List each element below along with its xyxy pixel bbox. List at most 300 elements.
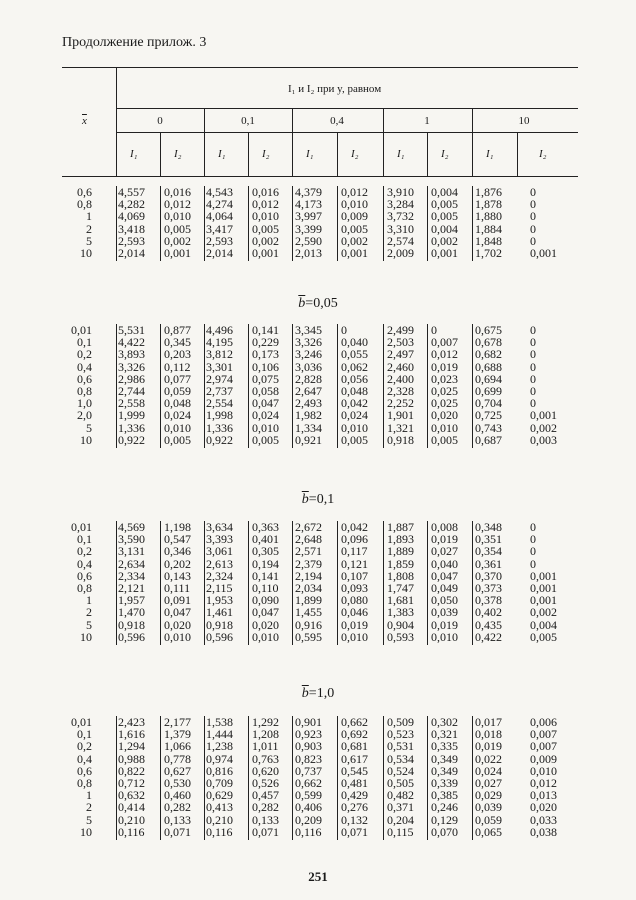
table-cell: 0,681	[341, 739, 368, 754]
table-cell: 0,047	[252, 396, 279, 411]
row-x-value: 0,1	[77, 532, 92, 547]
table-cell: 0,010	[341, 197, 368, 212]
table-cell: 0,918	[206, 617, 233, 632]
header-i1-label: I₁	[486, 148, 494, 160]
table-cell: 0,704	[475, 396, 502, 411]
table-cell: 4,069	[118, 209, 145, 224]
table-cell: 1,887	[387, 520, 414, 534]
table-cell: 0,682	[475, 347, 502, 362]
header-y-value: 10	[518, 115, 530, 127]
table-cell: 3,393	[206, 532, 233, 547]
table-cell: 2,647	[295, 384, 322, 398]
row-x-value: 0,6	[77, 185, 92, 199]
table-cell: 0,371	[387, 800, 414, 815]
table-cell: 1,198	[164, 520, 191, 534]
table-cell: 0,001	[530, 408, 557, 423]
table-cell: 3,036	[295, 359, 322, 374]
header-mid-rule	[116, 108, 578, 109]
column-divider	[472, 521, 473, 645]
table-cell: 1,461	[206, 605, 233, 620]
table-cell: 1,681	[387, 593, 414, 608]
table-cell: 0,010	[341, 629, 368, 644]
table-cell: 0,282	[252, 800, 279, 815]
table-cell: 0,012	[530, 776, 557, 790]
table-cell: 0,547	[164, 532, 191, 547]
table-cell: 0,687	[475, 432, 502, 447]
table-cell: 0,923	[295, 727, 322, 742]
row-x-value: 5	[86, 420, 92, 435]
table-cell: 2,593	[206, 233, 233, 248]
table-cell: 0,112	[164, 359, 191, 374]
table-cell: 0	[530, 335, 536, 350]
table-cell: 1,998	[206, 408, 233, 423]
table-cell: 1,889	[387, 544, 414, 559]
table-cell: 2,737	[206, 384, 233, 398]
table-cell: 2,009	[387, 246, 414, 260]
header-sub-divider-5	[517, 132, 518, 176]
table-cell: 0,823	[295, 751, 322, 766]
table-cell: 0,901	[295, 715, 322, 729]
table-cell: 0	[341, 323, 347, 337]
section-title-value: =0,1	[308, 492, 335, 507]
table-cell: 1,011	[252, 739, 279, 754]
column-divider	[383, 521, 384, 645]
table-cell: 0,349	[431, 763, 458, 778]
table-cell: 0,006	[530, 715, 557, 729]
table-cell: 0,020	[252, 617, 279, 632]
table-cell: 1,876	[475, 185, 502, 199]
row-x-value: 1,0	[77, 396, 92, 411]
table-cell: 0,048	[164, 396, 191, 411]
table-cell: 0,918	[118, 617, 145, 632]
table-cell: 0,020	[431, 408, 458, 423]
table-cell: 0	[530, 384, 536, 398]
table-cell: 0,001	[530, 246, 557, 260]
table-cell: 0,040	[431, 556, 458, 571]
section-title-value: =0,05	[305, 296, 338, 311]
table-cell: 0,024	[475, 763, 502, 778]
table-cell: 0,363	[252, 520, 279, 534]
table-cell: 1,292	[252, 715, 279, 729]
table-cell: 2,986	[118, 371, 145, 386]
table-cell: 0,816	[206, 763, 233, 778]
table-cell: 0,022	[475, 751, 502, 766]
table-cell: 0,282	[164, 800, 191, 815]
table-cell: 0,116	[295, 824, 322, 839]
table-cell: 0,024	[252, 408, 279, 423]
table-cell: 0,370	[475, 568, 502, 583]
table-cell: 0,107	[341, 568, 368, 583]
column-divider	[472, 186, 473, 261]
table-cell: 0,402	[475, 605, 502, 620]
table-cell: 3,893	[118, 347, 145, 362]
table-cell: 0	[530, 544, 536, 559]
row-x-value: 2	[86, 800, 92, 815]
table-cell: 4,173	[295, 197, 322, 212]
table-cell: 0	[530, 209, 536, 224]
table-cell: 0,678	[475, 335, 502, 350]
column-divider	[337, 186, 338, 261]
table-cell: 0	[530, 359, 536, 374]
table-cell: 0,055	[341, 347, 368, 362]
header-i1-label: I₁	[306, 148, 314, 160]
table-cell: 0,001	[530, 593, 557, 608]
table-cell: 0,531	[387, 739, 414, 754]
header-sub-divider-2	[248, 132, 249, 176]
table-cell: 0	[530, 520, 536, 534]
table-cell: 0,096	[341, 532, 368, 547]
table-cell: 0,712	[118, 776, 145, 790]
table-cell: 0,042	[341, 520, 368, 534]
column-divider	[160, 186, 161, 261]
table-cell: 4,569	[118, 520, 145, 534]
table-cell: 0	[530, 347, 536, 362]
section-title	[0, 686, 636, 702]
table-cell: 3,301	[206, 359, 233, 374]
table-cell: 3,732	[387, 209, 414, 224]
table-cell: 0,005	[530, 629, 557, 644]
table-cell: 0,071	[252, 824, 279, 839]
table-cell: 0,406	[295, 800, 322, 815]
header-i2-label: I₂	[441, 148, 449, 160]
table-cell: 0,025	[431, 396, 458, 411]
table-cell: 0,018	[475, 727, 502, 742]
table-cell: 2,493	[295, 396, 322, 411]
table-cell: 0,422	[475, 629, 502, 644]
table-cell: 0,046	[341, 605, 368, 620]
row-x-value: 0,8	[77, 581, 92, 595]
table-cell: 0,019	[341, 617, 368, 632]
column-divider	[427, 521, 428, 645]
table-cell: 2,194	[295, 568, 322, 583]
header-sub-divider-4	[427, 132, 428, 176]
table-cell: 3,326	[295, 335, 322, 350]
table-cell: 1,899	[295, 593, 322, 608]
table-cell: 1,747	[387, 581, 414, 595]
column-divider	[204, 186, 205, 261]
table-cell: 0,065	[475, 824, 502, 839]
column-divider	[204, 716, 205, 840]
table-cell: 0,039	[475, 800, 502, 815]
table-cell: 0,005	[431, 209, 458, 224]
table-cell: 0,071	[341, 824, 368, 839]
table-cell: 0,974	[206, 751, 233, 766]
table-cell: 0,116	[206, 824, 233, 839]
table-cell: 0,482	[387, 788, 414, 803]
table-cell: 0,545	[341, 763, 368, 778]
table-cell: 0,004	[431, 185, 458, 199]
row-x-value: 1	[86, 788, 92, 803]
page-caption: Продолжение прилож. 3	[62, 35, 207, 50]
column-divider	[116, 324, 117, 448]
row-x-value: 0,6	[77, 763, 92, 778]
column-divider	[337, 716, 338, 840]
table-cell: 0,627	[164, 763, 191, 778]
table-cell: 0	[530, 323, 536, 337]
table-cell: 0,010	[431, 420, 458, 435]
table-cell: 1,808	[387, 568, 414, 583]
table-cell: 3,997	[295, 209, 322, 224]
column-divider	[248, 716, 249, 840]
table-cell: 1,616	[118, 727, 145, 742]
table-cell: 0,005	[252, 221, 279, 236]
table-cell: 0	[530, 233, 536, 248]
table-cell: 2,334	[118, 568, 145, 583]
section-title-value: =1,0	[308, 686, 335, 701]
column-divider	[160, 324, 161, 448]
table-cell: 0,918	[387, 432, 414, 447]
column-divider	[248, 324, 249, 448]
header-i2-label: I₂	[174, 148, 182, 160]
table-cell: 2,499	[387, 323, 414, 337]
table-cell: 0	[530, 197, 536, 212]
table-cell: 4,379	[295, 185, 322, 199]
table-cell: 0,460	[164, 788, 191, 803]
table-cell: 0,033	[530, 812, 557, 827]
table-cell: 0,001	[530, 568, 557, 583]
table-cell: 1,982	[295, 408, 322, 423]
table-cell: 0,005	[164, 432, 191, 447]
column-divider	[248, 186, 249, 261]
header-x-divider	[116, 67, 117, 176]
table-cell: 0,090	[252, 593, 279, 608]
table-cell: 0,002	[530, 605, 557, 620]
table-cell: 0,047	[164, 605, 191, 620]
table-cell: 0,339	[431, 776, 458, 790]
table-cell: 0,005	[431, 197, 458, 212]
table-cell: 2,115	[206, 581, 233, 595]
table-cell: 0,133	[164, 812, 191, 827]
table-cell: 0,008	[431, 520, 458, 534]
header-col-divider-2	[292, 108, 293, 176]
table-cell: 3,131	[118, 544, 145, 559]
row-x-value: 0,01	[71, 715, 92, 729]
b-symbol: $\overline{b}$	[301, 492, 309, 507]
table-cell: 0,141	[252, 568, 279, 583]
table-cell: 0,010	[252, 209, 279, 224]
header-col-divider-4	[472, 108, 473, 176]
table-cell: 4,282	[118, 197, 145, 212]
table-cell: 4,422	[118, 335, 145, 350]
column-divider	[427, 324, 428, 448]
table-cell: 0,019	[431, 359, 458, 374]
table-cell: 3,246	[295, 347, 322, 362]
table-cell: 0,429	[341, 788, 368, 803]
table-cell: 0,629	[206, 788, 233, 803]
row-x-value: 0,1	[77, 727, 92, 742]
table-cell: 2,014	[118, 246, 145, 260]
table-cell: 0,110	[252, 581, 279, 595]
table-cell: 0,593	[387, 629, 414, 644]
table-cell: 4,496	[206, 323, 233, 337]
table-cell: 1,334	[295, 420, 322, 435]
column-divider	[292, 186, 293, 261]
table-cell: 0,596	[118, 629, 145, 644]
table-cell: 0,040	[341, 335, 368, 350]
table-cell: 0,071	[164, 824, 191, 839]
table-cell: 0,116	[118, 824, 145, 839]
table-cell: 0,204	[387, 812, 414, 827]
table-cell: 0,019	[431, 532, 458, 547]
table-cell: 0,345	[164, 335, 191, 350]
table-cell: 0,004	[530, 617, 557, 632]
table-cell: 1,383	[387, 605, 414, 620]
table-cell: 0,019	[431, 617, 458, 632]
table-cell: 0,302	[431, 715, 458, 729]
row-x-value: 5	[86, 812, 92, 827]
table-cell: 1,702	[475, 246, 502, 260]
table-cell: 0,029	[475, 788, 502, 803]
column-divider	[383, 324, 384, 448]
table-cell: 0,694	[475, 371, 502, 386]
table-cell: 0,916	[295, 617, 322, 632]
row-x-value: 0,4	[77, 751, 92, 766]
table-cell: 3,417	[206, 221, 233, 236]
table-cell: 0,481	[341, 776, 368, 790]
column-divider	[427, 186, 428, 261]
table-cell: 1,953	[206, 593, 233, 608]
table-cell: 2,558	[118, 396, 145, 411]
table-cell: 0,596	[206, 629, 233, 644]
table-cell: 0,075	[252, 371, 279, 386]
section-title	[0, 296, 636, 312]
page-number: 251	[308, 869, 328, 884]
row-x-value: 0,8	[77, 776, 92, 790]
table-cell: 0,049	[431, 581, 458, 595]
table-cell: 2,634	[118, 556, 145, 571]
column-divider	[337, 324, 338, 448]
table-cell: 0	[530, 556, 536, 571]
table-cell: 0,457	[252, 788, 279, 803]
table-cell: 0,020	[530, 800, 557, 815]
table-cell: 0,620	[252, 763, 279, 778]
table-cell: 0,595	[295, 629, 322, 644]
table-cell: 1,848	[475, 233, 502, 248]
table-cell: 0,091	[164, 593, 191, 608]
table-cell: 0,877	[164, 323, 191, 337]
table-cell: 0,062	[341, 359, 368, 374]
table-cell: 0,005	[341, 432, 368, 447]
table-cell: 0,763	[252, 751, 279, 766]
table-cell: 0,922	[206, 432, 233, 447]
column-divider	[292, 521, 293, 645]
table-cell: 2,460	[387, 359, 414, 374]
table-cell: 0,141	[252, 323, 279, 337]
table-cell: 1,538	[206, 715, 233, 729]
table-cell: 0,001	[530, 581, 557, 595]
table-cell: 0,778	[164, 751, 191, 766]
table-cell: 4,557	[118, 185, 145, 199]
table-cell: 1,884	[475, 221, 502, 236]
table-cell: 0,115	[387, 824, 414, 839]
table-cell: 0	[530, 532, 536, 547]
header-group-label: I₁ и I₂ при y, равном	[288, 83, 382, 95]
table-cell: 0,526	[252, 776, 279, 790]
table-cell: 2,379	[295, 556, 322, 571]
table-cell: 0,737	[295, 763, 322, 778]
table-cell: 0,047	[431, 568, 458, 583]
table-cell: 0,246	[431, 800, 458, 815]
table-cell: 0,351	[475, 532, 502, 547]
header-i1-label: I₁	[397, 148, 405, 160]
header-y-value: 1	[424, 115, 430, 127]
table-cell: 3,590	[118, 532, 145, 547]
table-cell: 3,326	[118, 359, 145, 374]
table-cell: 0,743	[475, 420, 502, 435]
table-cell: 2,974	[206, 371, 233, 386]
table-cell: 0,010	[252, 420, 279, 435]
table-cell: 0,373	[475, 581, 502, 595]
table-cell: 1,470	[118, 605, 145, 620]
table-cell: 2,672	[295, 520, 322, 534]
row-x-value: 2,0	[77, 408, 92, 423]
table-cell: 0,675	[475, 323, 502, 337]
row-x-value: 2	[86, 605, 92, 620]
b-symbol: $\overline{b}$	[301, 686, 309, 701]
table-cell: 0,321	[431, 727, 458, 742]
table-cell: 0,059	[164, 384, 191, 398]
table-cell: 1,893	[387, 532, 414, 547]
b-symbol: $\overline{b}$	[298, 296, 306, 311]
table-cell: 3,284	[387, 197, 414, 212]
table-cell: 2,014	[206, 246, 233, 260]
column-divider	[160, 521, 161, 645]
table-cell: 0,007	[530, 727, 557, 742]
table-cell: 0,132	[341, 812, 368, 827]
table-cell: 0,688	[475, 359, 502, 374]
table-cell: 0,013	[530, 788, 557, 803]
row-x-value: 0,6	[77, 371, 92, 386]
row-x-value: 1	[86, 593, 92, 608]
table-cell: 2,593	[118, 233, 145, 248]
table-cell: 1,066	[164, 739, 191, 754]
table-cell: 0,027	[431, 544, 458, 559]
table-cell: 0,059	[475, 812, 502, 827]
table-cell: 0,121	[341, 556, 368, 571]
table-cell: 0,048	[341, 384, 368, 398]
row-x-value: 0,2	[77, 739, 92, 754]
row-x-value: 0,01	[71, 520, 92, 534]
table-cell: 0,346	[164, 544, 191, 559]
table-cell: 0,106	[252, 359, 279, 374]
table-cell: 2,013	[295, 246, 322, 260]
table-cell: 2,613	[206, 556, 233, 571]
table-cell: 0,276	[341, 800, 368, 815]
table-cell: 2,328	[387, 384, 414, 398]
table-cell: 0	[530, 221, 536, 236]
table-cell: 0,662	[295, 776, 322, 790]
header-x-label: $\overline{x}$	[82, 115, 87, 127]
section-title	[0, 492, 636, 508]
table-cell: 4,543	[206, 185, 233, 199]
table-cell: 0,524	[387, 763, 414, 778]
table-cell: 0,020	[164, 617, 191, 632]
table-cell: 0,385	[431, 788, 458, 803]
table-cell: 0,010	[530, 763, 557, 778]
table-cell: 0,058	[252, 384, 279, 398]
table-cell: 2,121	[118, 581, 145, 595]
table-cell: 1,880	[475, 209, 502, 224]
table-cell: 0,077	[164, 371, 191, 386]
table-cell: 0,024	[341, 408, 368, 423]
table-cell: 2,828	[295, 371, 322, 386]
table-cell: 1,336	[206, 420, 233, 435]
table-cell: 0,203	[164, 347, 191, 362]
table-cell: 0,413	[206, 800, 233, 815]
header-y-value: 0	[157, 115, 163, 127]
table-cell: 3,418	[118, 221, 145, 236]
column-divider	[472, 324, 473, 448]
